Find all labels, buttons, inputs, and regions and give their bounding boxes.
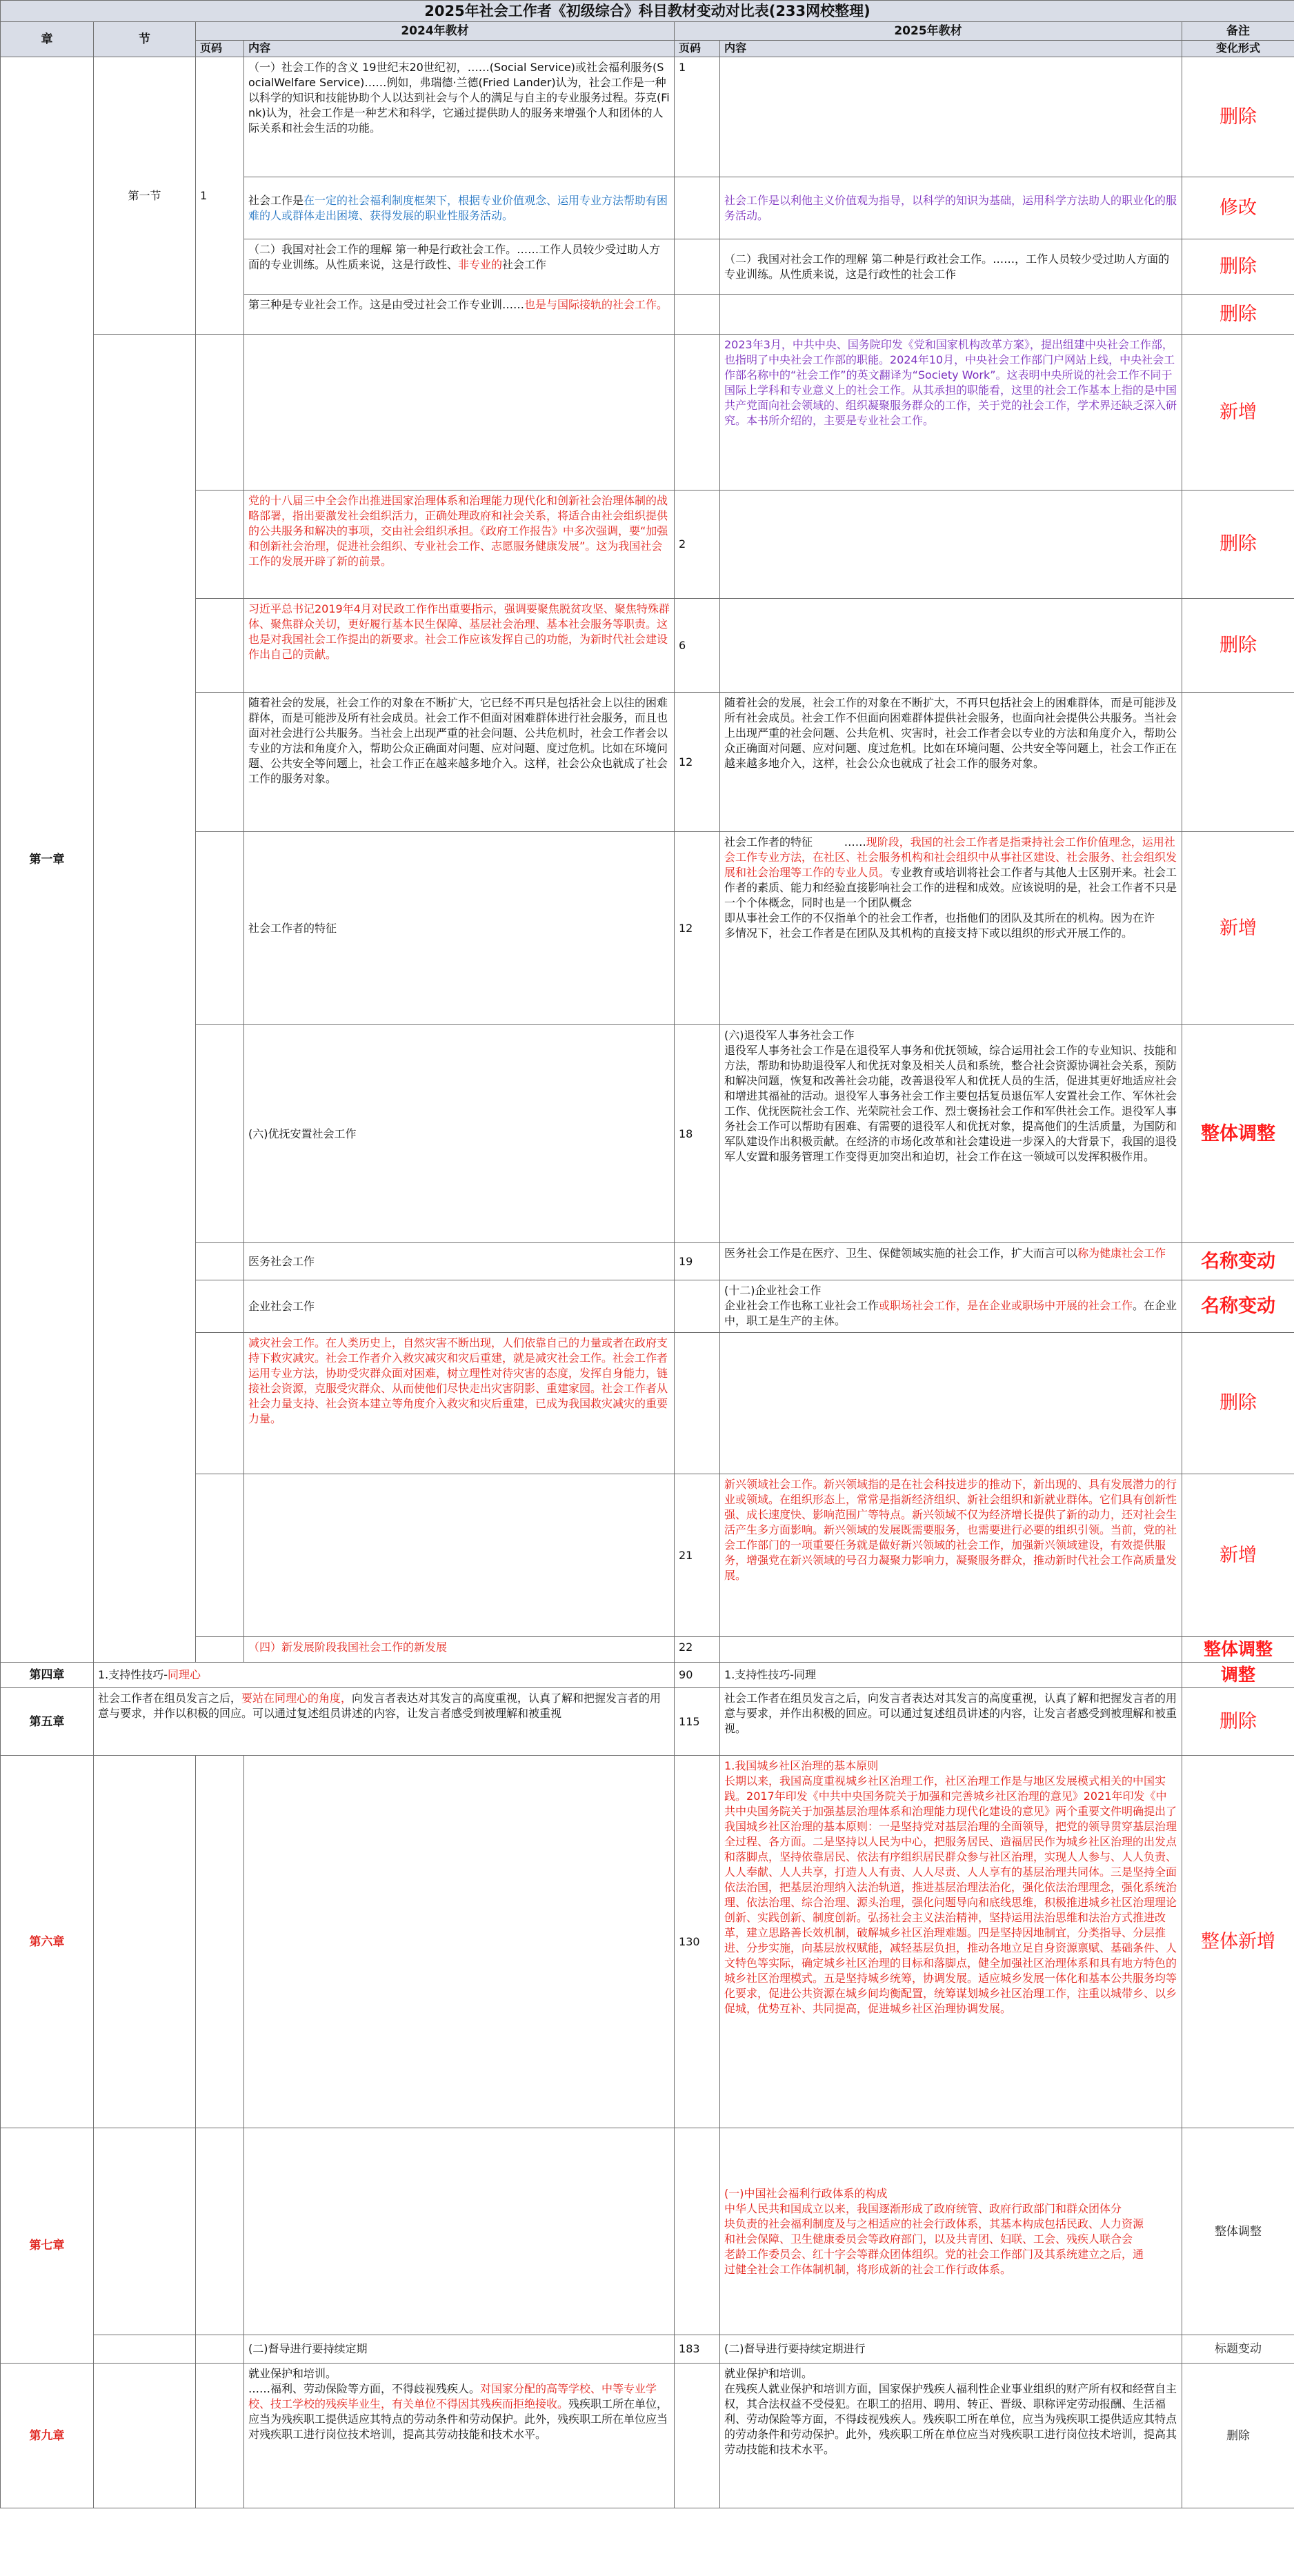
page-2025: 90 [675,1663,720,1688]
content-2024: 随着社会的发展，社会工作的对象在不断扩大，它已经不再只是包括社会上以往的困难群体，而是可能涉及所有社会成员。社会工作不但面对困难群体进行社会服务，而且也面对社会进行公共服务。当社会上出现严重的社会问题、公共危机时，社会工作者会以专业的方法和角度介入，帮助公众正确面对问题、应对问题、度过危机。比如在环境问题、公共安全等问题上，社会工作正在越来越多地介入。这样，社会公众也就成了社会工作的服务对象。 [244,693,675,832]
content-2024 [244,1474,675,1637]
change-type: 整体调整 [1182,1637,1294,1663]
page-2025: 21 [675,1474,720,1637]
page-2025 [675,1280,720,1333]
content-2025: 社会工作是以利他主义价值观为指导，以科学的知识为基础，运用科学方法助人的职业化的服务活动。 [720,177,1182,239]
content-2025: (六)退役军人事务社会工作 退役军人事务社会工作是在退役军人事务和优抚领域，综合运用社会工作的专业知识、技能和方法，帮助和协助退役军人和优抚对象及相关人员和系统，整合社会资源协调社会关系，预防和解决问题，恢复和改善社会功能，改善退役军人和优抚人员的生活，促进其更好地适应社会和增进其福祉的活动。退役军人事务社会工作主要包括复员退伍军人安置社会工作、军休社会工作、优抚医院社会工作、光荣院社会工作、烈士褒扬社会工作和军供社会工作。退役军人事务社会工作可以帮助有困难、有需要的退役军人和优抚对象，提高他们的生活质量，为国防和军队建设作出积极贡献。在经济的市场化改革和社会建设进一步深入的大背景下，我国的退役军人安置和服务管理工作变得更加突出和迫切，社会工作在这一领域可以发挥积极作用。 [720,1025,1182,1243]
content-2024: (二)督导进行要持续定期 [244,2335,675,2364]
page-2025 [675,335,720,491]
content-2024: 减灾社会工作。在人类历史上，自然灾害不断出现，人们依靠自己的力量或者在政府支持下救灾减灾。社会工作者介入救灾减灾和灾后重建，就是减灾社会工作。社会工作者运用专业方法，协助受灾群众面对困难，树立理性对待灾害的态度，发挥自身能力，链接社会资源，克服受灾群众、从而使他们尽快走出灾害阴影、重建家园。社会工作者从社会力量支持、社会资本建立等角度介入救灾和灾后重建，已成为我国救灾减灾的重要力量。 [244,1333,675,1474]
change-type: 名称变动 [1182,1243,1294,1280]
content-2025: (二)督导进行要持续定期进行 [720,2335,1182,2364]
content-2025 [720,57,1182,177]
table-row [1,2128,1294,2335]
header-note: 备注 [1182,22,1294,41]
page-2024 [196,599,244,693]
change-type: 新增 [1182,335,1294,491]
chapter-cell: 第六章 [1,1756,94,2128]
page-2024 [196,491,244,599]
page-2025: 19 [675,1243,720,1280]
section-cell [94,2364,196,2508]
chapter-cell: 第九章 [1,2364,94,2508]
page-2025 [675,239,720,295]
content-2024: 第三种是专业社会工作。这是由受过社会工作专业训……也是与国际接轨的社会工作。 [244,295,675,335]
header-content-2024: 内容 [244,41,675,57]
page-2024 [196,1474,244,1637]
content-2024: 企业社会工作 [244,1280,675,1333]
content-2024: 社会工作者的特征 [244,832,675,1025]
content-2025: 社会工作者在组员发言之后，向发言者表达对其发言的高度重视，认真了解和把握发言者的用意与要求，并作出积极的回应。可以通过复述组员讲述的内容，让发言者感受到被理解和被重视。 [720,1688,1182,1756]
chapter-cell: 第四章 [1,1663,94,1688]
change-type: 整体新增 [1182,1756,1294,2128]
table-title: 2025年社会工作者《初级综合》科目教材变动对比表(233网校整理) [1,1,1294,22]
content-2025: (十二)企业社会工作 企业社会工作也称工业社会工作或职场社会工作，是在企业或职场中开展的社会工作。在企业中，职工是生产的主体。 [720,1280,1182,1333]
table-row [1,1663,1294,1688]
page-2024 [196,1280,244,1333]
header-page-2024: 页码 [196,41,244,57]
header-section: 节 [94,22,196,57]
content-2025: 医务社会工作是在医疗、卫生、保健领域实施的社会工作，扩大而言可以称为健康社会工作 [720,1243,1182,1280]
page-2024 [196,2335,244,2364]
change-type: 调整 [1182,1663,1294,1688]
content-2025 [720,491,1182,599]
table-row [1,1756,1294,2128]
table-row [1,57,1294,177]
page-2025: 1 [675,57,720,177]
change-type: 标题变动 [1182,2335,1294,2364]
content-2024: 党的十八届三中全会作出推进国家治理体系和治理能力现代化和创新社会治理体制的战略部署，指出要激发社会组织活力，正确处理政府和社会关系，将适合由社会组织提供的公共服务和解决的事项，交由社会组织承担。《政府工作报告》中多次强调，要“加强和创新社会治理，促进社会组织、专业社会工作、志愿服务健康发展”。这为我国社会工作的发展开辟了新的前景。 [244,491,675,599]
header-page-2025: 页码 [675,41,720,57]
change-type: 删除 [1182,491,1294,599]
header-chapter: 章 [1,22,94,57]
page-2024 [196,2364,244,2508]
table-row [1,335,1294,491]
page-2024 [196,832,244,1025]
section-cell [94,2128,196,2335]
content-2025: 2023年3月，中共中央、国务院印发《党和国家机构改革方案》，提出组建中央社会工作部，也指明了中央社会工作部的职能。2024年10月，中央社会工作部门户网站上线，中央社会工作部名称中的“社会工作”的英文翻译为“Society Work”。这表明中央所说的社会工作不同于国际上学科和专业意义上的社会工作。从其承担的职能看，这里的社会工作基本上指的是中国共产党面向社会领域的、组织凝聚服务群众的工作，关于党的社会工作，学术界还缺乏深入研究。本书所介绍的，主要是专业社会工作。 [720,335,1182,491]
page-2025 [675,1333,720,1474]
content-2024: （四）新发展阶段我国社会工作的新发展 [244,1637,675,1663]
header-content-2025: 内容 [720,41,1182,57]
table-row [1,2335,1294,2364]
content-2025: 1.支持性技巧-同理 [720,1663,1182,1688]
table-row [1,2364,1294,2508]
page-2024 [196,693,244,832]
content-2025 [720,1333,1182,1474]
change-type: 删除 [1182,239,1294,295]
page-2024: 1 [196,57,244,335]
content-2024: (六)优抚安置社会工作 [244,1025,675,1243]
page-2025: 115 [675,1688,720,1756]
content-2024: 社会工作是在一定的社会福利制度框架下，根据专业价值观念、运用专业方法帮助有困难的人或群体走出困境、获得发展的职业性服务活动。 [244,177,675,239]
content-2024: 1.支持性技巧-同理心 [94,1663,675,1688]
content-2024 [244,1756,675,2128]
content-2025: 新兴领域社会工作。新兴领域指的是在社会科技进步的推动下，新出现的、具有发展潜力的行业或领域。在组织形态上，常常是指新经济组织、新社会组织和新就业群体。它们具有创新性强、成长速度快、影响范围广等特点。新兴领域不仅为经济增长提供了新的动力，还对社会生活产生多方面影响。新兴领域的发展既需要服务，也需要进行必要的组织引领。当前，党的社会工作部门的一项重要任务就是做好新兴领域的社会工作，加强新兴领域建设，有效提供服务，增强党在新兴领域的号召力凝聚力影响力，凝聚服务群众，推动新时代社会工作高质量发展。 [720,1474,1182,1637]
page-2025: 12 [675,832,720,1025]
section-cell [94,2335,196,2364]
header-2024: 2024年教材 [196,22,675,41]
content-2024: 社会工作者在组员发言之后，要站在同理心的角度，向发言者表达对其发言的高度重视，认真了解和把握发言者的用意与要求，并作以积极的回应。可以通过复述组员讲述的内容，让发言者感受到被理解和被重视 [94,1688,675,1756]
section-cell [94,1756,196,2128]
content-2024 [244,2128,675,2335]
page-2025: 183 [675,2335,720,2364]
content-2024 [244,335,675,491]
change-type: 修改 [1182,177,1294,239]
page-2025 [675,295,720,335]
table-row [1,1688,1294,1756]
page-2024 [196,1756,244,2128]
content-2024: （二）我国对社会工作的理解 第一种是行政社会工作。……工作人员较少受过助人方面的专业训练。从性质来说，这是行政性、非专业的社会工作 [244,239,675,295]
change-type: 删除 [1182,295,1294,335]
change-type: 删除 [1182,2364,1294,2508]
content-2024: 就业保护和培训。 ……福利、劳动保险等方面，不得歧视残疾人。对国家分配的高等学校、中等专业学校、技工学校的残疾毕业生，有关单位不得因其残疾而拒绝接收。残疾职工所在单位，应当为残疾职工提供适应其特点的劳动条件和劳动保护。此外，残疾职工所在单位应当对残疾职工进行岗位技术培训，提高其劳动技能和技术水平。 [244,2364,675,2508]
change-type [1182,693,1294,832]
header-2025: 2025年教材 [675,22,1182,41]
content-2025: 1.我国城乡社区治理的基本原则 长期以来，我国高度重视城乡社区治理工作，社区治理工作是与地区发展模式相关的中国实践。2017年印发《中共中央国务院关于加强和完善城乡社区治理的意见》2021年印发《中共中央国务院关于加强基层治理体系和治理能力现代化建设的意见》两个重要文件明确提出了我国城乡社区治理的基本原则：一是坚持党对基层治理的全面领导，把党的领导贯穿基层治理全过程、各方面。二是坚持以人民为中心，把服务居民、造福居民作为城乡社区治理的出发点和落脚点，坚持依靠居民、依法有序组织居民群众参与社区治理，实现人人参与、人人负责、人人奉献、人人共享，打造人人有责、人人尽责、人人享有的基层治理共同体。三是坚持全面依法治国，把基层治理纳入法治轨道，推进基层治理法治化，强化依法治理理念，强化系统治理、依法治理、综合治理、源头治理，强化问题导向和底线思维，积极推进城乡社区治理理论创新、实践创新、制度创新。弘扬社会主义法治精神，坚持运用法治思维和法治方式推进改革，建立思路善长效机制，破解城乡社区治理难题。四是坚持因地制宜，分类指导、分层推进、分步实施，向基层放权赋能，减轻基层负担，推动各地立足自身资源禀赋、基础条件、人文特色等实际，确定城乡社区治理的目标和落脚点，健全加强社区治理体系和具有地方特色的城乡社区治理模式。五是坚持城乡统筹，协调发展。适应城乡发展一体化和基本公共服务均等化要求，促进公共资源在城乡间均衡配置，统筹谋划城乡社区治理工作，注重以城带乡、以乡促城，优势互补、共同提高，促进城乡社区治理协调发展。 [720,1756,1182,2128]
change-type: 整体调整 [1182,2128,1294,2335]
change-type: 名称变动 [1182,1280,1294,1333]
page-2024 [196,1025,244,1243]
change-type: 删除 [1182,1688,1294,1756]
chapter-cell: 第一章 [1,57,94,1663]
page-2024 [196,1637,244,1663]
page-2025: 6 [675,599,720,693]
chapter-cell: 第五章 [1,1688,94,1756]
content-2025 [720,599,1182,693]
content-2025: 就业保护和培训。 在残疾人就业保护和培训方面，国家保护残疾人福利性企业事业组织的财产所有权和经营自主权，其合法权益不受侵犯。在职工的招用、聘用、转正、晋级、职称评定劳动报酬、生活福利、劳动保险等方面，不得歧视残疾人。残疾职工所在单位，应当为残疾职工提供适应其特点的劳动条件和劳动保护。此外，残疾职工所在单位应当对残疾职工进行岗位技术培训，提高其劳动技能和技术水平。 [720,2364,1182,2508]
page-2024 [196,1333,244,1474]
page-2025: 12 [675,693,720,832]
change-type: 整体调整 [1182,1025,1294,1243]
header-change-type: 变化形式 [1182,41,1294,57]
content-2025: (一)中国社会福利行政体系的构成 中华人民共和国成立以来，我国逐渐形成了政府统管、政府行政部门和群众团体分 块负责的社会福利制度及与之相适应的社会行政体系，其基本构成包括民政、人力资源 和社会保障、卫生健康委员会等政府部门，以及共青团、妇联、工会、残疾人联合会 老龄工作委员会、红十字会等群众团体组织。党的社会工作部门及其系统建立之后，通 过健全社会工作体制机制，将形成新的社会工作行政体系。 [720,2128,1182,2335]
change-type: 删除 [1182,1333,1294,1474]
page-2025 [675,2364,720,2508]
page-2025: 2 [675,491,720,599]
page-2025: 130 [675,1756,720,2128]
chapter-cell: 第七章 [1,2128,94,2364]
page-2024 [196,335,244,491]
section-cell [94,335,196,1663]
comparison-table-continued [0,1662,1294,2508]
content-2025 [720,1637,1182,1663]
content-2024: （一）社会工作的含义 19世纪末20世纪初，……(Social Service)或社会福利服务(SocialWelfare Service)……例如，弗瑞德·兰德(Fried Lander)认为，社会工作是一种以科学的知识和技能协助个人以达到社会与个人的满足与自主的专业服务过程。芬克(Fink)认为，社会工作是一种艺术和科学，它通过提供助人的服务来增强个人和团体的人际关系和社会生活的功能。 [244,57,675,177]
page-2025: 22 [675,1637,720,1663]
page-2025: 18 [675,1025,720,1243]
content-2024: 习近平总书记2019年4月对民政工作作出重要指示，强调要聚焦脱贫攻坚、聚焦特殊群体、聚焦群众关切，更好履行基本民生保障、基层社会治理、基本社会服务等职责。这也是对我国社会工作提出的新要求。社会工作应该发挥自己的功能，为新时代社会建设作出自己的贡献。 [244,599,675,693]
page-2024 [196,2128,244,2335]
page-2024 [196,1243,244,1280]
page-2025 [675,177,720,239]
change-type: 删除 [1182,57,1294,177]
change-type: 新增 [1182,832,1294,1025]
content-2025: （二）我国对社会工作的理解 第二种是行政社会工作。……，工作人员较少受过助人方面的专业训练。从性质来说，这是行政性的社会工作 [720,239,1182,295]
content-2025 [720,295,1182,335]
change-type: 新增 [1182,1474,1294,1637]
page-2025 [675,2128,720,2335]
content-2025: 随着社会的发展，社会工作的对象在不断扩大，不再只包括社会上的困难群体，而是可能涉及所有社会成员。社会工作不但面向困难群体提供社会服务，也面向社会提供公共服务。当社会上出现严重的社会问题、公共危机、灾害时，社会工作者会以专业的方法和角度介入，帮助公众正确面对问题、应对问题、度过危机。比如在环境问题、公共安全等问题上，社会工作正在越来越多地介入，这样，社会公众也就成了社会工作的服务对象。 [720,693,1182,832]
content-2025: 社会工作者的特征 ……现阶段，我国的社会工作者是指秉持社会工作价值理念，运用社会工作专业方法，在社区、社会服务机构和社会组织中从事社区建设、社会服务、社会组织发展和社会治理等工作的专业人员。专业教育或培训将社会工作者与其他人士区别开来。社会工作者的素质、能力和经验直接影响社会工作的进程和成效。应该说明的是，社会工作者不只是一个个体概念，同时也是一个团队概念 即从事社会工作的不仅指单个的社会工作者，也指他们的团队及其所在的机构。因为在许 多情况下，社会工作者是在团队及其机构的直接支持下或以组织的形式开展工作的。 [720,832,1182,1025]
content-2024: 医务社会工作 [244,1243,675,1280]
change-type: 删除 [1182,599,1294,693]
section-cell: 第一节 [94,57,196,335]
